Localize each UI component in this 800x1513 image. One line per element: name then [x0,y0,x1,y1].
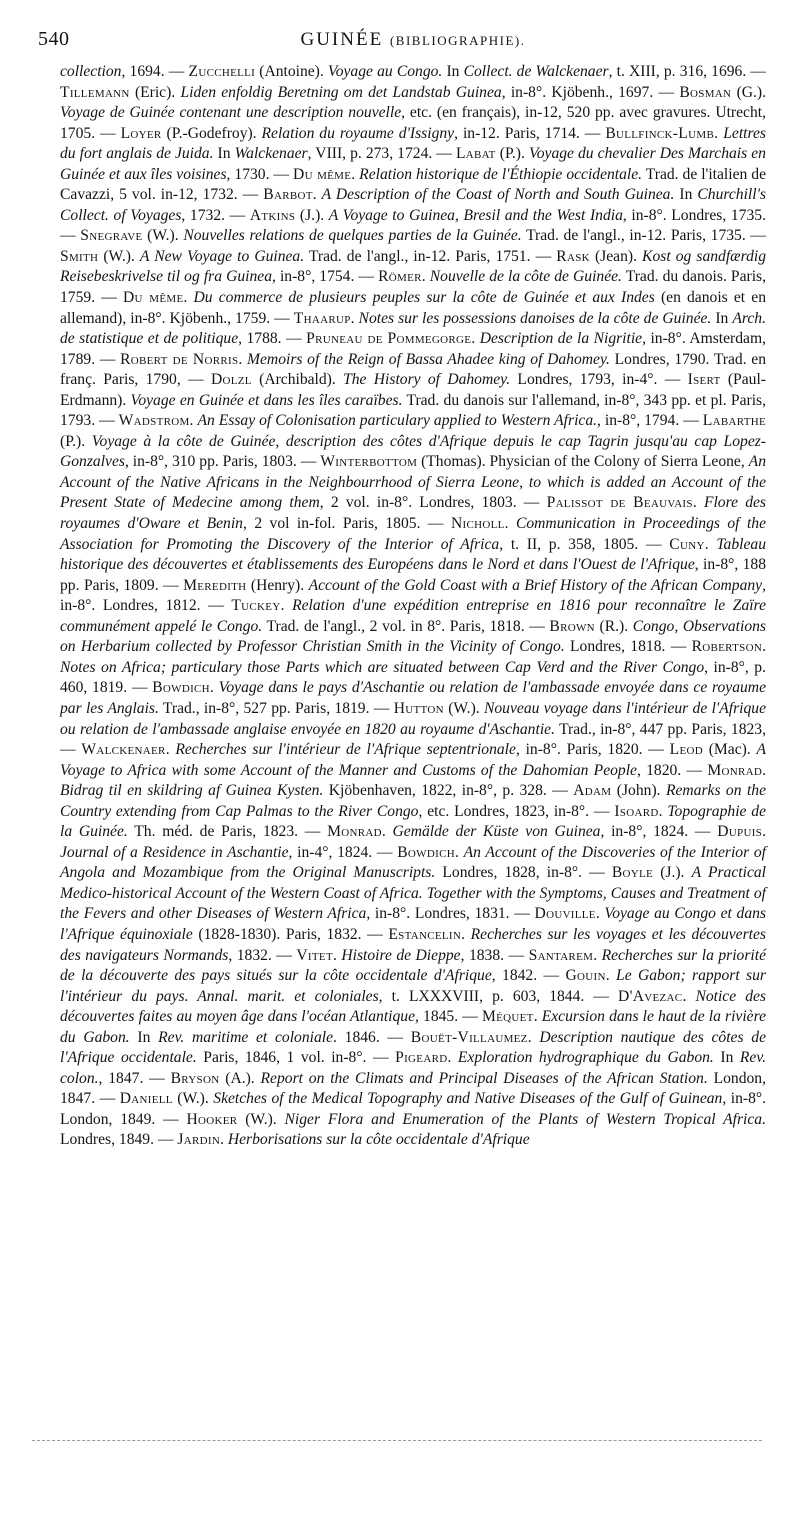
footer-rule [32,1440,762,1441]
page-number: 540 [38,28,70,50]
running-head-title: GUINÉE [300,29,384,50]
page-header [38,28,766,62]
page [38,28,767,1151]
bibliography-text [60,62,766,1151]
running-head-subtitle: (BIBLIOGRAPHIE). [389,33,526,48]
bibliography-paragraph: collection, 1694. — Zucchelli (Antoine). Voyage au Congo. In Collect. de Walckenaer, t. XIII, p. 316, 1696. — Tillemann (Eric). Liden enfoldig Beretning om det Landstab Guinea, in-8°. Kjöbenh., 1697. — Bosman (G.). Voyage de Guinée contenant une description nouvelle, etc. (en français), in-12, 520 pp. avec gravures. Utrecht, 1705. — Loyer (P.-Godefroy). Relation du royaume d'Issigny, in-12. Paris, 1714. — Bullfinck-Lumb. Lettres du fort anglais de Juida. In Walckenaer, VIII, p. 273, 1724. — Labat (P.). Voyage du chevalier Des Marchais en Guinée et aux îles voisines, 1730. — Du même. Relation historique de l'Éthiopie occidentale. Trad. de l'italien de Cavazzi, 5 vol. in-12, 1732. — Barbot. A Description of the Coast of North and South Guinea. In Churchill's Collect. of Voyages, 1732. — Atkins (J.). A Voyage to Guinea, Bresil and the West India, in-8°. Londres, 1735. — Snegrave (W.). Nouvelles relations de quelques parties de la Guinée. Trad. de l'angl., in-12. Paris, 1735. — Smith (W.). A New Voyage to Guinea. Trad. de l'angl., in-12. Paris, 1751. — Rask (Jean). Kost og sandfærdig Reisebeskrivelse til og fra Guinea, in-8°, 1754. — Römer. Nouvelle de la côte de Guinée. Trad. du danois. Paris, 1759. — Du même. Du commerce de plusieurs peuples sur la côte de Guinée et aux Indes (en danois et en allemand), in-8°. Kjöbenh., 1759. — Thaarup. Notes sur les possessions danoises de la côte de Guinée. In Arch. de statistique et de politique, 1788. — Pruneau de Pommegorge. Description de la Nigritie, in-8°. Amsterdam, 1789. — Robert de Norris. Memoirs of the Reign of Bassa Ahadee king of Dahomey. Londres, 1790. Trad. en franç. Paris, 1790, — Dolzl (Archibald). The History of Dahomey. Londres, 1793, in-4°. — Isert (Paul-Erdmann). Voyage en Guinée et dans les îles caraïbes. Trad. du danois sur l'allemand, in-8°, 343 pp. et pl. Paris, 1793. — Wadstrom. An Essay of Colonisation particulary applied to Western Africa., in-8°, 1794. — Labarthe (P.). Voyage à la côte de Guinée, description des côtes d'Afrique depuis le cap Tagrin jusqu'au cap Lopez-Gonzalves, in-8°, 310 pp. Paris, 1803. — Winterbottom (Thomas). Physician of the Colony of Sierra Leone, An Account of the Native Africans in the Neighbourrhood of Sierra Leone, to which is added an Account of the Present State of Medecine among them, 2 vol. in-8°. Londres, 1803. — Palissot de Beauvais. Flore des royaumes d'Oware et Benin, 2 vol in-fol. Paris, 1805. — Nicholl. Communication in Proceedings of the Association for Promoting the Discovery of the Interior of Africa, t. II, p. 358, 1805. — Cuny. Tableau historique des découvertes et établissements des Européens dans le Nord et dans l'Ouest de l'Afrique, in-8°, 188 pp. Paris, 1809. — Meredith (Henry). Account of the Gold Coast with a Brief History of the African Company, in-8°. Londres, 1812. — Tuckey. Relation d'une expédition entreprise en 1816 pour reconnaître le Zaïre communément appelé le Congo. Trad. de l'angl., 2 vol. in 8°. Paris, 1818. — Brown (R.). Congo, Observations on Herbarium collected by Professor Christian Smith in the Vicinity of Congo. Londres, 1818. — Robertson. Notes on Africa; particulary those Parts which are situated between Cap Verd and the River Congo, in-8°, p. 460, 1819. — Bowdich. Voyage dans le pays d'Aschantie ou relation de l'ambassade envoyée dans ce royaume par les Anglais. Trad., in-8°, 527 pp. Paris, 1819. — Hutton (W.). Nouveau voyage dans l'intérieur de l'Afrique ou relation de l'ambassade anglaise envoyée en 1820 au royaume d'Aschantie. Trad., in-8°, 447 pp. Paris, 1823, — Walckenaer. Recherches sur l'intérieur de l'Afrique septentrionale, in-8°. Paris, 1820. — Leod (Mac). A Voyage to Africa with some Account of the Manner and Customs of the Dahomian People, 1820. — Monrad. Bidrag til en skildring af Guinea Kysten. Kjöbenhaven, 1822, in-8°, p. 328. — Adam (John). Remarks on the Country extending from Cap Palmas to the River Congo, etc. Londres, 1823, in-8°. — Isoard. Topographie de la Guinée. Th. méd. de Paris, 1823. — Monrad. Gemälde der Küste von Guinea, in-8°, 1824. — Dupuis. Journal of a Residence in Aschantie, in-4°, 1824. — Bowdich. An Account of the Discoveries of the Interior of Angola and Mozambique from the Original Manuscripts. Londres, 1828, in-8°. — Boyle (J.). A Practical Medico-historical Account of the Western Coast of Africa. Together with the Symptoms, Causes and Treatment of the Fevers and other Diseases of Western Africa, in-8°. Londres, 1831. — Douville. Voyage au Congo et dans l'Afrique équinoxiale (1828-1830). Paris, 1832. — Estancelin. Recherches sur les voyages et les découvertes des navigateurs Normands, 1832. — Vitet. Histoire de Dieppe, 1838. — Santarem. Recherches sur la priorité de la découverte des pays situés sur la côte occidentale d'Afrique, 1842. — Gouin. Le Gabon; rapport sur l'intérieur du pays. Annal. marit. et coloniales, t. LXXXVIII, p. 603, 1844. — D'Avezac. Notice des découvertes faites au moyen âge dans l'océan Atlantique, 1845. — Méquet. Excursion dans le haut de la rivière du Gabon. In Rev. maritime et coloniale. 1846. — Bouët-Villaumez. Description nautique des côtes de l'Afrique occidentale. Paris, 1846, 1 vol. in-8°. — Pigeard. Exploration hydrographique du Gabon. In Rev. colon., 1847. — Bryson (A.). Report on the Climats and Principal Diseases of the African Station. London, 1847. — Daniell (W.). Sketches of the Medical Topography and Native Diseases of the Gulf of Guinean, in-8°. London, 1849. — Hooker (W.). Niger Flora and Enumeration of the Plants of Western Tropical Africa. Londres, 1849. — Jardin. Herborisations sur la côte occidentale d'Afrique [60,63,767,1149]
running-head [60,29,766,51]
